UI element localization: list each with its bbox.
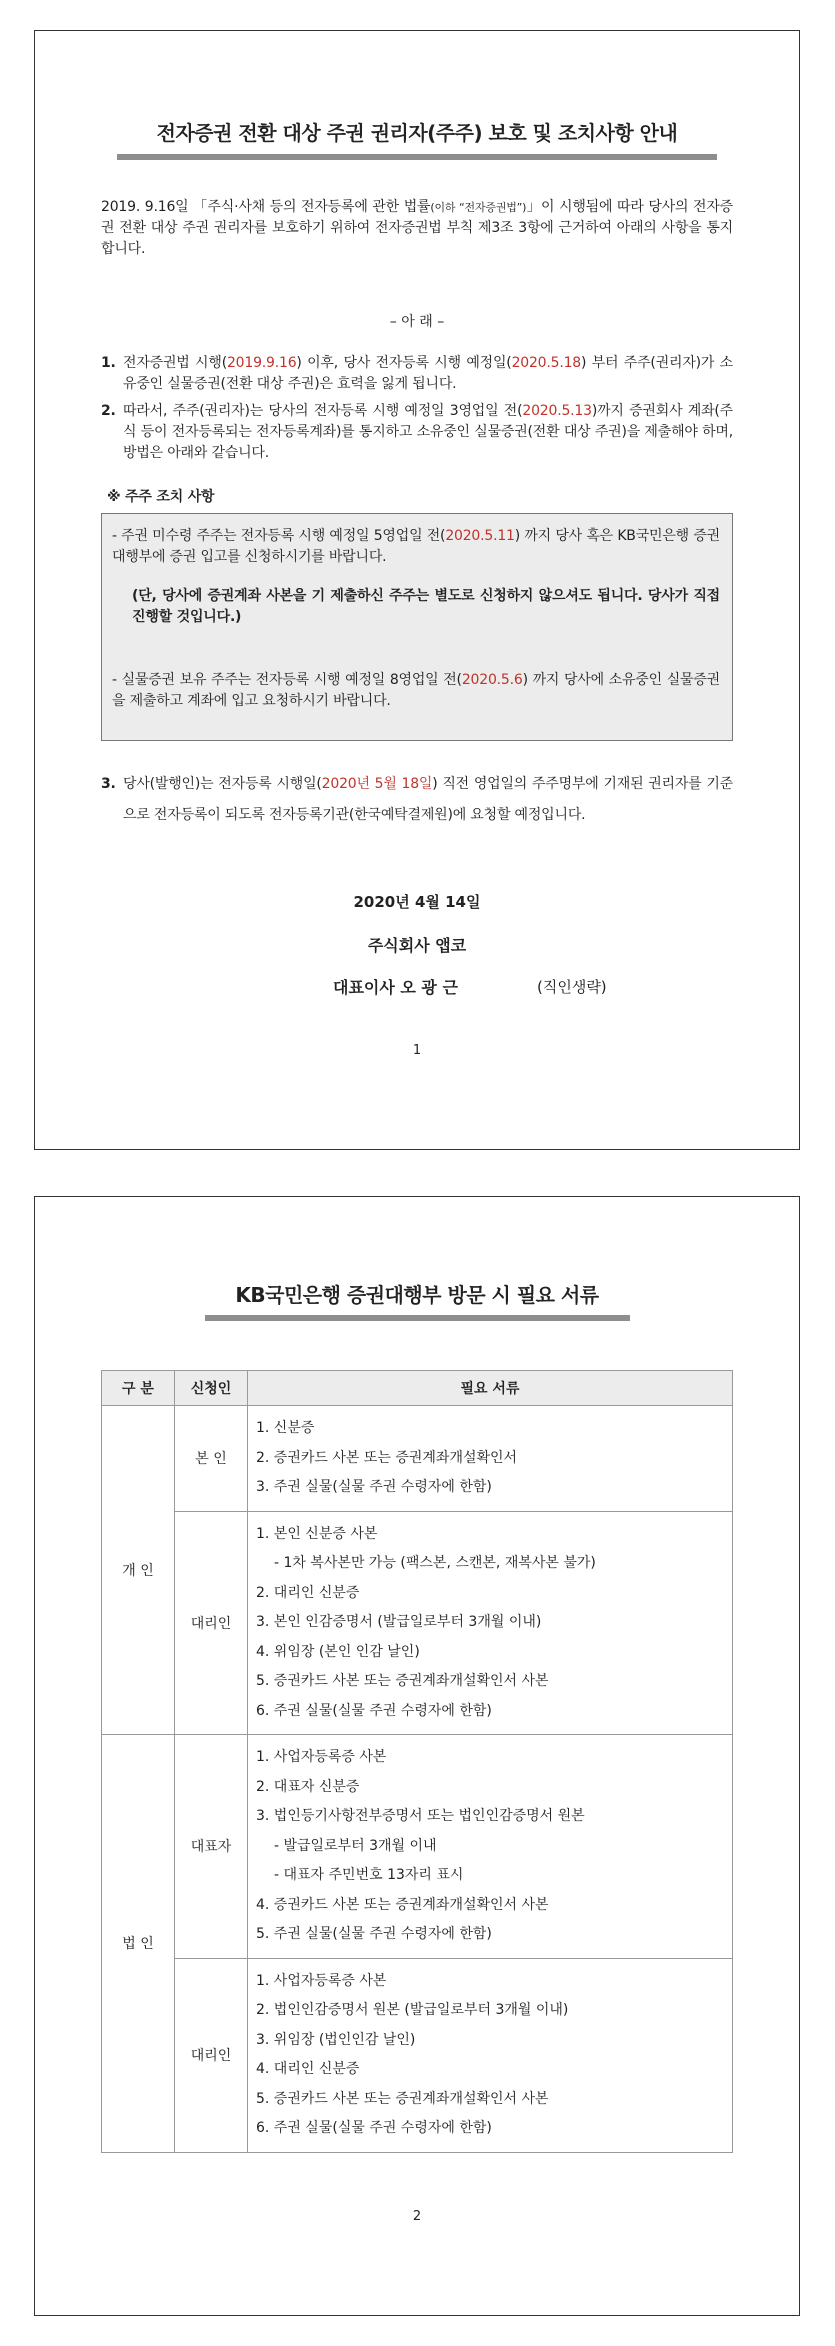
category-corporation: 법 인	[102, 1735, 175, 2153]
doc-item: 2. 법인인감증명서 원본 (발급일로부터 3개월 이내)	[256, 2002, 569, 2018]
doc-item: - 발급일로부터 3개월 이내	[274, 1837, 437, 1854]
seal-note: (직인생략)	[537, 978, 607, 996]
documents-cell	[248, 1735, 733, 1959]
doc-item: 3. 주권 실물(실물 주권 수령자에 한함)	[256, 1479, 492, 1495]
applicant-cell: 대리인	[175, 1958, 248, 2152]
table-header-row	[102, 1371, 733, 1406]
doc-item: - 1차 복사본만 가능 (팩스본, 스캔본, 재복사본 불가)	[274, 1555, 596, 1571]
below-heading: – 아 래 –	[389, 314, 445, 330]
table-row	[102, 1406, 733, 1512]
page-title: KB국민은행 증권대행부 방문 시 필요 서류	[235, 1283, 599, 1307]
documents-cell	[248, 1511, 733, 1735]
shareholder-measures-box	[101, 513, 733, 741]
applicant-cell: 대표자	[175, 1735, 248, 1959]
table-row	[102, 1511, 733, 1735]
title-underline	[117, 154, 717, 160]
doc-item: 6. 주권 실물(실물 주권 수령자에 한함)	[256, 2120, 492, 2136]
applicant-cell: 대리인	[175, 1511, 248, 1735]
company-name: 주식회사 앱코	[367, 936, 467, 955]
doc-item: 2. 증권카드 사본 또는 증권계좌개설확인서	[256, 1449, 518, 1466]
doc-item: 4. 위임장 (본인 인감 날인)	[256, 1643, 420, 1660]
doc-item: 5. 주권 실물(실물 주권 수령자에 한함)	[256, 1926, 492, 1942]
table-row	[102, 1735, 733, 1959]
doc-item: 3. 본인 인감증명서 (발급일로부터 3개월 이내)	[256, 1614, 542, 1630]
notice-item-3: 3. 당사(발행인)는 전자등록 시행일(2020년 5월 18일) 직전 영업일의 주주명부에 기재된 권리자를 기준으로 전자등록이 되도록 전자등록기관(한국예탁결제원)에 요청할 예정입니다.	[101, 776, 733, 823]
measure-note: (단, 당사에 증권계좌 사본을 기 제출하신 주주는 별도로 신청하지 않으셔도 됩니다. 당사가 직접 진행할 것입니다.)	[132, 588, 720, 625]
ceo-name: 대표이사 오 광 근	[333, 978, 458, 997]
notice-item-2: 2. 따라서, 주주(권리자)는 당사의 전자등록 시행 예정일 3영업일 전(2020.5.13)까지 증권회사 계좌(주식 등이 전자등록되는 전자등록계좌)를 통지하고 소유중인 실물증권(전환 대상 주권)을 제출해야 하며, 방법은 아래와 같습니다.	[101, 403, 733, 461]
notice-date: 2020년 4월 14일	[353, 893, 481, 911]
intro-paragraph: 2019. 9.16일 「주식·사채 등의 전자등록에 관한 법률(이하 “전자증권법”)」이 시행됨에 따라 당사의 전자증권 전환 대상 주권 권리자를 보호하기 위하여 전자증권법 부칙 제3조 3항에 근거하여 아래의 사항을 통지합니다.	[101, 199, 734, 257]
doc-item: 1. 본인 신분증 사본	[256, 1525, 378, 1542]
page-number: 2	[412, 2209, 422, 2224]
header-category: 구 분	[102, 1371, 175, 1406]
doc-item: 5. 증권카드 사본 또는 증권계좌개설확인서 사본	[256, 1673, 549, 1689]
doc-item: 4. 대리인 신분증	[256, 2061, 360, 2077]
measure-unreceived: - 주권 미수령 주주는 전자등록 시행 예정일 5영업일 전(2020.5.11) 까지 당사 혹은 KB국민은행 증권대행부에 증권 입고를 신청하시기를 바랍니다.	[112, 528, 720, 565]
doc-item: 1. 사업자등록증 사본	[256, 1749, 387, 1765]
doc-item: 3. 위임장 (법인인감 날인)	[256, 2031, 416, 2048]
doc-item: 5. 증권카드 사본 또는 증권계좌개설확인서 사본	[256, 2090, 549, 2107]
page-number: 1	[412, 1043, 422, 1058]
doc-item: 6. 주권 실물(실물 주권 수령자에 한함)	[256, 1702, 492, 1719]
title-underline	[205, 1315, 630, 1321]
page-title: 전자증권 전환 대상 주권 권리자(주주) 보호 및 조치사항 안내	[156, 121, 678, 145]
documents-cell	[248, 1406, 733, 1512]
document-page-1	[34, 30, 800, 1150]
table-row	[102, 1958, 733, 2152]
applicant-cell: 본 인	[175, 1406, 248, 1512]
measures-heading: ※ 주주 조치 사항	[107, 489, 215, 505]
required-documents-table	[101, 1370, 733, 2153]
notice-item-1: 1. 전자증권법 시행(2019.9.16) 이후, 당사 전자등록 시행 예정일(2020.5.18) 부터 주주(권리자)가 소유중인 실물증권(전환 대상 주권)은 효력을 잃게 됩니다.	[101, 355, 734, 392]
doc-item: 4. 증권카드 사본 또는 증권계좌개설확인서 사본	[256, 1896, 549, 1913]
doc-item: 1. 신분증	[256, 1420, 315, 1436]
category-individual: 개 인	[102, 1406, 175, 1735]
doc-item: 1. 사업자등록증 사본	[256, 1972, 387, 1989]
documents-cell	[248, 1958, 733, 2152]
doc-item: - 대표자 주민번호 13자리 표시	[274, 1867, 464, 1883]
doc-item: 2. 대리인 신분증	[256, 1584, 360, 1601]
header-documents: 필요 서류	[248, 1371, 733, 1406]
header-applicant: 신청인	[175, 1371, 248, 1406]
document-page-2	[34, 1196, 800, 2316]
doc-item: 3. 법인등기사항전부증명서 또는 법인인감증명서 원본	[256, 1808, 585, 1824]
doc-item: 2. 대표자 신분증	[256, 1778, 360, 1795]
measure-physical: - 실물증권 보유 주주는 전자등록 시행 예정일 8영업일 전(2020.5.6) 까지 당사에 소유중인 실물증권을 제출하고 계좌에 입고 요청하시기 바랍니다.	[112, 672, 720, 709]
